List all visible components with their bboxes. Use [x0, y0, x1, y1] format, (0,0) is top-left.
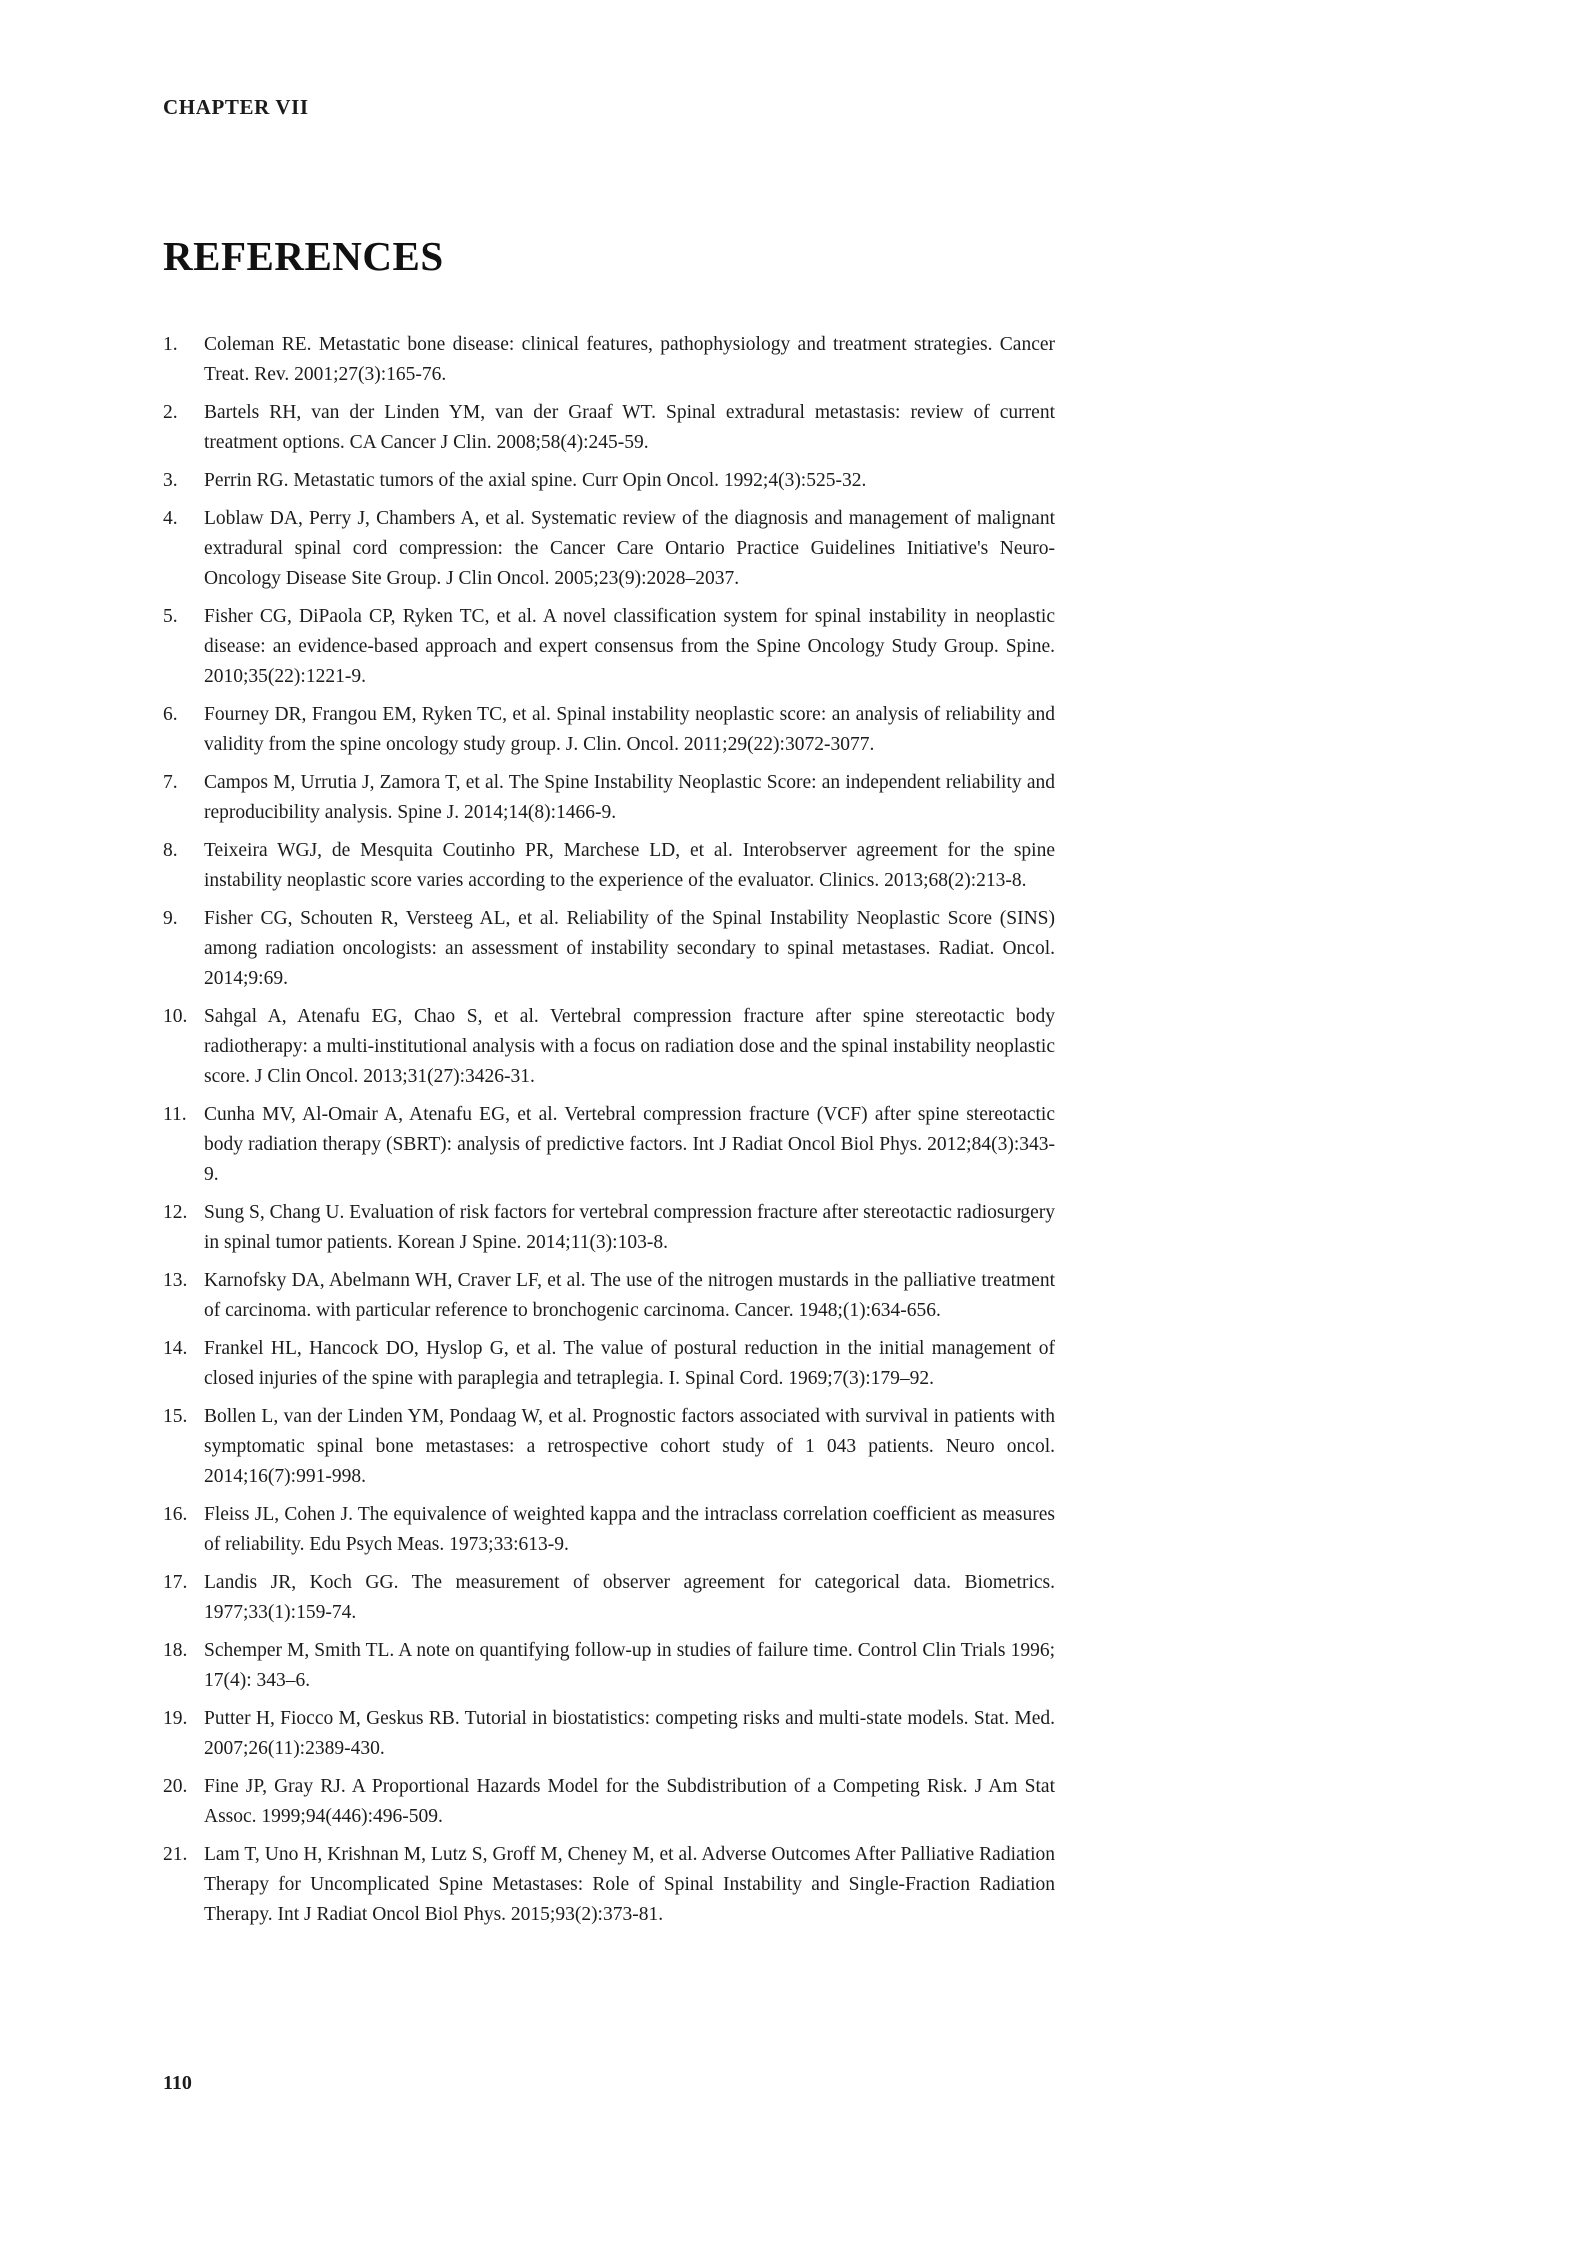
reference-item: [163, 398, 1055, 458]
reference-item: [163, 836, 1055, 896]
reference-number: 16.: [163, 1504, 188, 1525]
reference-text: Coleman RE. Metastatic bone disease: clinical features, pathophysiology and treatment strategies. Cancer Treat. Rev. 2001;27(3):165-76.: [204, 334, 1055, 385]
reference-number: 13.: [163, 1270, 188, 1291]
reference-text: Karnofsky DA, Abelmann WH, Craver LF, et al. The use of the nitrogen mustards in the palliative treatment of carcinoma. with particular reference to bronchogenic carcinoma. Cancer. 1948;(1):634-656.: [204, 1270, 1055, 1321]
page-title: REFERENCES: [163, 233, 444, 279]
reference-text: Fisher CG, DiPaola CP, Ryken TC, et al. A novel classification system for spinal instability in neoplastic disease: an evidence-based approach and expert consensus from the Spine Oncology Study Group. Spine. 2010;35(22):1221-9.: [204, 606, 1055, 687]
reference-number: 19.: [163, 1708, 188, 1729]
reference-text: Sung S, Chang U. Evaluation of risk factors for vertebral compression fracture after stereotactic radiosurgery in spinal tumor patients. Korean J Spine. 2014;11(3):103-8.: [204, 1202, 1055, 1253]
reference-item: [163, 1704, 1055, 1764]
reference-item: [163, 700, 1055, 760]
reference-item: [163, 1100, 1055, 1190]
reference-item: [163, 602, 1055, 692]
reference-number: 15.: [163, 1406, 188, 1427]
reference-number: 10.: [163, 1006, 188, 1027]
reference-item: [163, 1198, 1055, 1258]
reference-item: [163, 904, 1055, 994]
reference-text: Putter H, Fiocco M, Geskus RB. Tutorial in biostatistics: competing risks and multi-state models. Stat. Med. 2007;26(11):2389-430.: [204, 1708, 1055, 1759]
reference-number: 21.: [163, 1844, 188, 1865]
reference-number: 6.: [163, 704, 178, 725]
reference-text: Lam T, Uno H, Krishnan M, Lutz S, Groff M, Cheney M, et al. Adverse Outcomes After Palliative Radiation Therapy for Uncomplicated Spine Metastases: Role of Spinal Instability and Single-Fraction Radiation Therapy. Int J Radiat Oncol Biol Phys. 2015;93(2):373-81.: [204, 1844, 1055, 1925]
reference-item: [163, 1568, 1055, 1628]
reference-number: 9.: [163, 908, 178, 929]
reference-item: [163, 1266, 1055, 1326]
reference-item: [163, 504, 1055, 594]
reference-number: 14.: [163, 1338, 188, 1359]
reference-number: 3.: [163, 470, 178, 491]
chapter-header: CHAPTER VII: [163, 95, 309, 119]
reference-text: Bartels RH, van der Linden YM, van der Graaf WT. Spinal extradural metastasis: review of current treatment options. CA Cancer J Clin. 2008;58(4):245-59.: [204, 402, 1055, 453]
reference-text: Fleiss JL, Cohen J. The equivalence of weighted kappa and the intraclass correlation coefficient as measures of reliability. Edu Psych Meas. 1973;33:613-9.: [204, 1504, 1055, 1555]
reference-item: [163, 1402, 1055, 1492]
reference-text: Loblaw DA, Perry J, Chambers A, et al. Systematic review of the diagnosis and management of malignant extradural spinal cord compression: the Cancer Care Ontario Practice Guidelines Initiative's Neuro-Oncology Disease Site Group. J Clin Oncol. 2005;23(9):2028–2037.: [204, 508, 1055, 589]
reference-item: [163, 1772, 1055, 1832]
reference-number: 17.: [163, 1572, 188, 1593]
reference-text: Fourney DR, Frangou EM, Ryken TC, et al. Spinal instability neoplastic score: an analysis of reliability and validity from the spine oncology study group. J. Clin. Oncol. 2011;29(22):3072-3077.: [204, 704, 1055, 755]
reference-item: [163, 1840, 1055, 1930]
reference-item: [163, 330, 1055, 390]
reference-text: Teixeira WGJ, de Mesquita Coutinho PR, Marchese LD, et al. Interobserver agreement for the spine instability neoplastic score varies according to the experience of the evaluator. Clinics. 2013;68(2):213-8.: [204, 840, 1055, 891]
reference-number: 4.: [163, 508, 178, 529]
reference-number: 20.: [163, 1776, 188, 1797]
reference-number: 11.: [163, 1104, 187, 1125]
reference-text: Fisher CG, Schouten R, Versteeg AL, et al. Reliability of the Spinal Instability Neoplastic Score (SINS) among radiation oncologists: an assessment of instability secondary to spinal metastases. Radiat. Oncol. 2014;9:69.: [204, 908, 1055, 989]
reference-item: [163, 768, 1055, 828]
reference-number: 7.: [163, 772, 178, 793]
reference-number: 18.: [163, 1640, 188, 1661]
reference-text: Bollen L, van der Linden YM, Pondaag W, et al. Prognostic factors associated with survival in patients with symptomatic spinal bone metastases: a retrospective cohort study of 1 043 patients. Neuro oncol. 2014;16(7):991-998.: [204, 1406, 1055, 1487]
reference-item: [163, 1500, 1055, 1560]
reference-text: Frankel HL, Hancock DO, Hyslop G, et al. The value of postural reduction in the initial management of closed injuries of the spine with paraplegia and tetraplegia. I. Spinal Cord. 1969;7(3):179–92.: [204, 1338, 1055, 1389]
reference-text: Perrin RG. Metastatic tumors of the axial spine. Curr Opin Oncol. 1992;4(3):525-32.: [204, 470, 867, 491]
page-content: [163, 95, 1055, 1938]
reference-text: Sahgal A, Atenafu EG, Chao S, et al. Vertebral compression fracture after spine stereotactic body radiotherapy: a multi-institutional analysis with a focus on radiation dose and the spinal instability neoplastic score. J Clin Oncol. 2013;31(27):3426-31.: [204, 1006, 1055, 1087]
reference-number: 2.: [163, 402, 178, 423]
reference-number: 1.: [163, 334, 178, 355]
reference-item: [163, 1636, 1055, 1696]
references-list: [163, 330, 1055, 1930]
reference-text: Fine JP, Gray RJ. A Proportional Hazards Model for the Subdistribution of a Competing Risk. J Am Stat Assoc. 1999;94(446):496-509.: [204, 1776, 1055, 1827]
reference-text: Landis JR, Koch GG. The measurement of observer agreement for categorical data. Biometrics. 1977;33(1):159-74.: [204, 1572, 1055, 1623]
reference-item: [163, 466, 1055, 496]
reference-text: Schemper M, Smith TL. A note on quantifying follow-up in studies of failure time. Control Clin Trials 1996; 17(4): 343–6.: [204, 1640, 1055, 1691]
reference-item: [163, 1002, 1055, 1092]
page-number: 110: [163, 2072, 192, 2094]
reference-number: 12.: [163, 1202, 188, 1223]
reference-number: 5.: [163, 606, 178, 627]
reference-text: Cunha MV, Al-Omair A, Atenafu EG, et al. Vertebral compression fracture (VCF) after spine stereotactic body radiation therapy (SBRT): analysis of predictive factors. Int J Radiat Oncol Biol Phys. 2012;84(3):343-9.: [204, 1104, 1055, 1185]
reference-number: 8.: [163, 840, 178, 861]
reference-text: Campos M, Urrutia J, Zamora T, et al. The Spine Instability Neoplastic Score: an independent reliability and reproducibility analysis. Spine J. 2014;14(8):1466-9.: [204, 772, 1055, 823]
reference-item: [163, 1334, 1055, 1394]
